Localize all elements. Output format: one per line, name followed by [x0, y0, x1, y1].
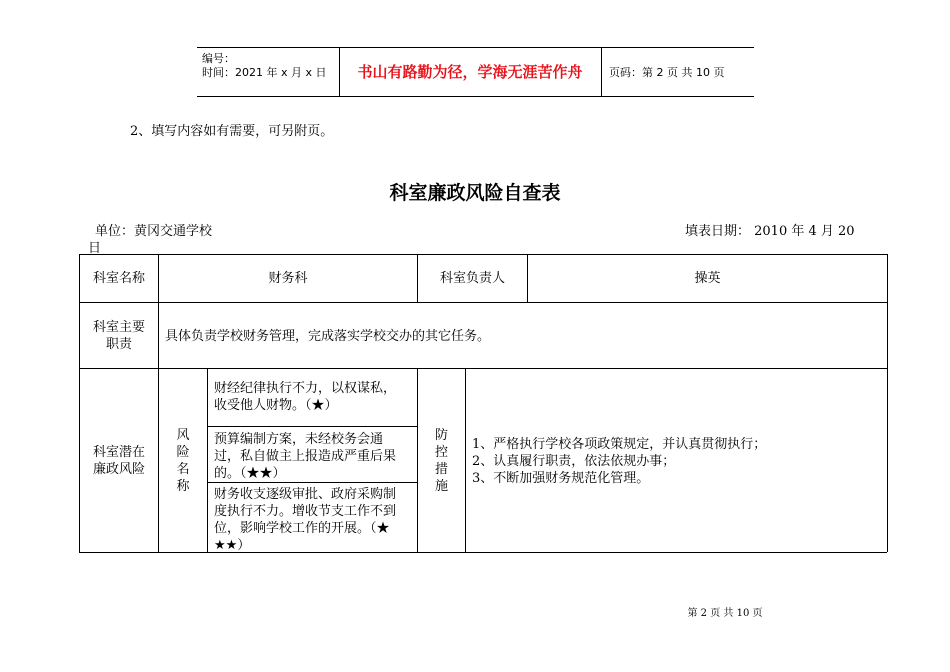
risk-name-char: 风	[176, 427, 190, 443]
risk-label-line: 科室潜在	[92, 444, 145, 460]
measures-list	[472, 436, 766, 487]
table-rule	[79, 302, 887, 303]
table-rule	[79, 552, 887, 553]
header-page: 页码：第 2 页 共 10 页	[609, 66, 725, 79]
risk-item-line: 过，私自做主上报造成严重后果	[214, 449, 397, 464]
header-divider	[601, 47, 602, 96]
risk-item	[214, 380, 396, 414]
fill-date: 填表日期： 2010 年 4 月 20	[685, 224, 855, 239]
dept-name-value: 财务科	[268, 271, 308, 286]
table-rule	[207, 368, 208, 552]
measure-item: 3、不断加强财务规范化管理。	[472, 471, 650, 486]
duties-label-line: 职责	[105, 336, 132, 352]
note-text: 2、填写内容如有需要，可另附页。	[130, 124, 334, 139]
table-rule	[207, 482, 417, 483]
measure-char: 控	[434, 444, 448, 460]
dept-name-label: 科室名称	[92, 271, 145, 286]
measure-label	[418, 369, 465, 552]
risk-name-char: 险	[176, 444, 190, 460]
risk-name-label	[159, 369, 207, 552]
risk-item-line: 预算编制方案，未经校务会通	[214, 432, 384, 447]
risk-item	[214, 431, 396, 482]
dept-head-label: 科室负责人	[439, 271, 505, 286]
header-number: 编号：	[202, 52, 235, 65]
risk-name-char: 名	[176, 461, 190, 477]
duties-label	[80, 303, 158, 368]
duties-content: 具体负责学校财务管理，完成落实学校交办的其它任务。	[165, 329, 491, 344]
unit-label: 单位：黄冈交通学校	[95, 224, 213, 239]
risk-label	[80, 369, 158, 552]
risk-item-line: ★★）	[214, 538, 251, 553]
table-rule	[887, 254, 888, 552]
risk-name-char: 称	[176, 478, 190, 494]
header-bottom-rule	[197, 96, 754, 97]
table-rule	[465, 368, 466, 552]
risk-item-line: 位，影响学校工作的开展。（★	[214, 521, 390, 536]
risk-item-line: 度执行不力。增收节支工作不到	[214, 504, 397, 519]
header-motto: 书山有路勤为径，学海无涯苦作舟	[357, 63, 583, 81]
fill-date-wrap: 日	[88, 241, 102, 256]
measure-item: 1、严格执行学校各项政策规定，并认真贯彻执行；	[472, 437, 767, 452]
measure-char: 措	[434, 461, 448, 477]
page-title: 科室廉政风险自查表	[389, 182, 561, 204]
risk-item-line: 财务收支逐级审批、政府采购制	[214, 487, 397, 502]
risk-item-line: 收受他人财物。（★）	[214, 398, 338, 413]
risk-label-line: 廉政风险	[92, 461, 145, 477]
measure-item: 2、认真履行职责，依法依规办事；	[472, 454, 676, 469]
duties-label-line: 科室主要	[92, 319, 145, 335]
risk-item-line: 的。（★★）	[214, 466, 286, 481]
table-rule	[207, 426, 417, 427]
dept-head-value: 操英	[694, 271, 721, 286]
measure-char: 防	[434, 427, 448, 443]
page-footer: 第 2 页 共 10 页	[687, 608, 763, 619]
risk-item	[214, 486, 396, 554]
measure-char: 施	[434, 478, 448, 494]
header-time: 时间：2021 年 x 月 x 日	[202, 66, 327, 79]
risk-item-line: 财经纪律执行不力，以权谋私，	[214, 381, 397, 396]
